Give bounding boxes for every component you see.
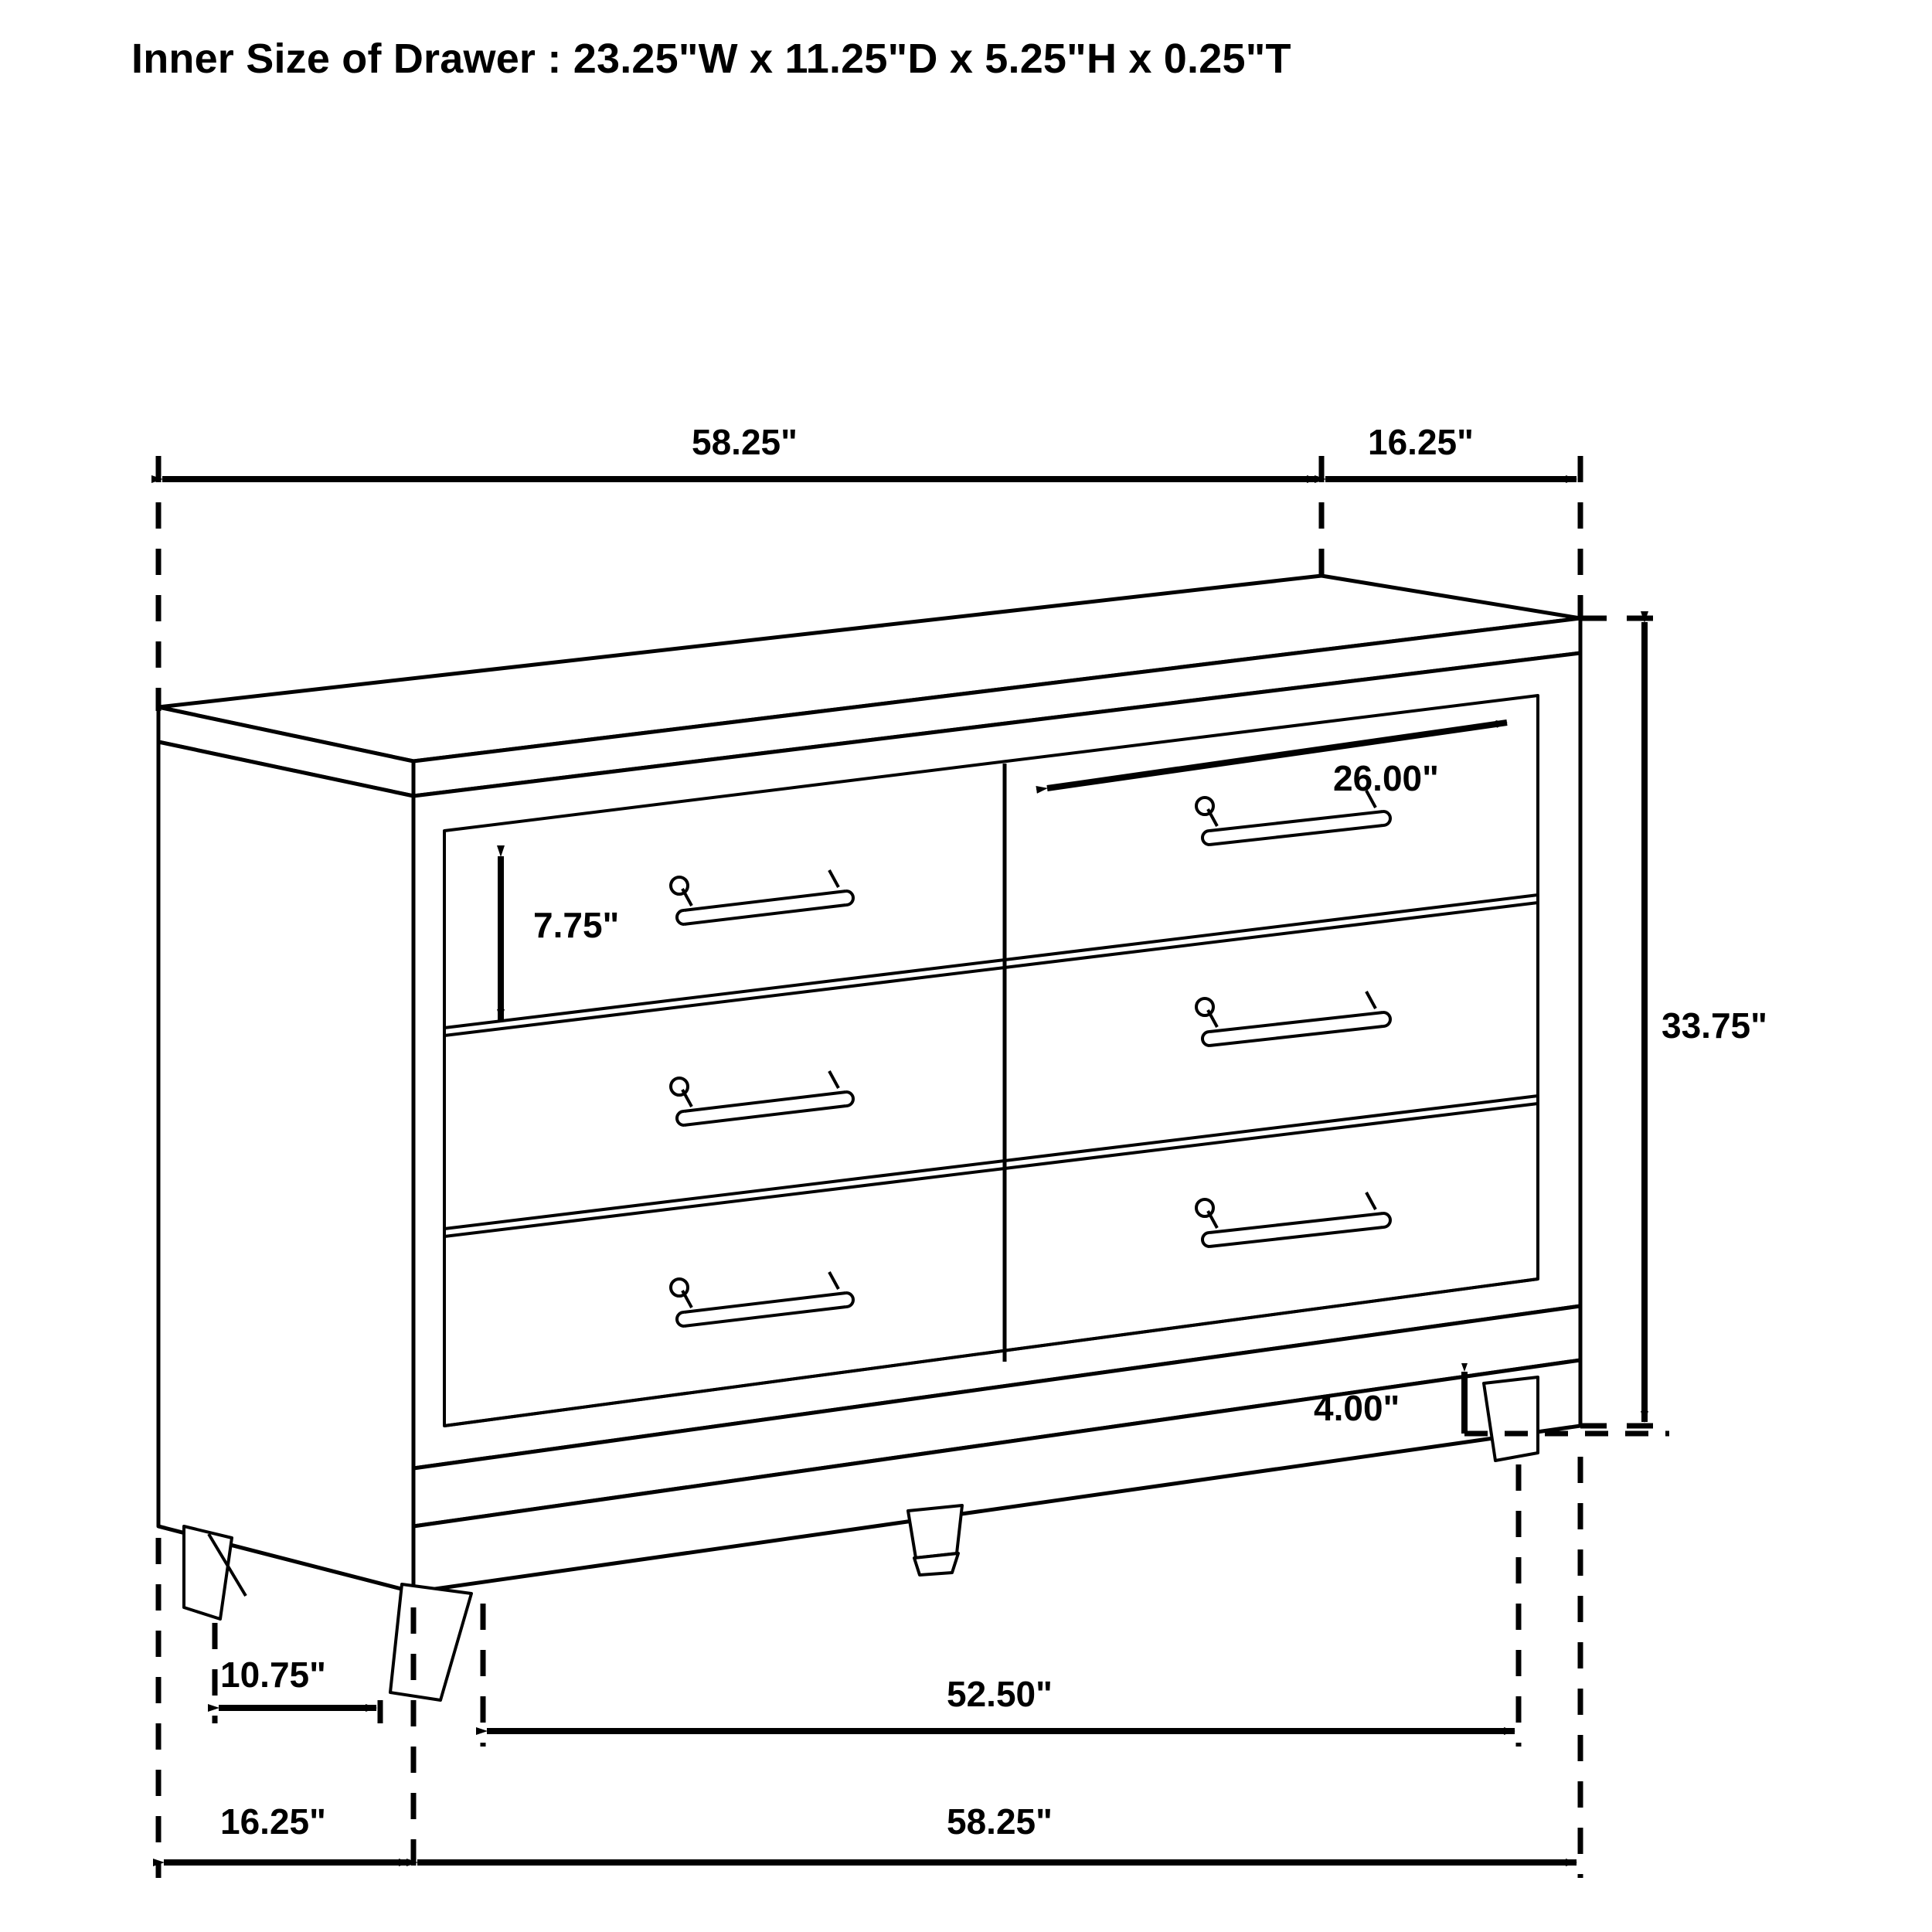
dim-bottom-depth: 16.25" <box>220 1801 326 1842</box>
dim-drawer-front-width: 26.00" <box>1333 758 1439 798</box>
dim-foot-depth: 10.75" <box>220 1655 326 1695</box>
dim-drawer-front-height: 7.75" <box>533 905 620 945</box>
dim-base-width: 52.50" <box>947 1674 1053 1714</box>
page-title: Inner Size of Drawer : 23.25"W x 11.25"D x 5.25"H x 0.25"T <box>131 36 1291 82</box>
dim-overall-height: 33.75" <box>1662 1005 1767 1046</box>
dim-leg-height: 4.00" <box>1314 1388 1400 1428</box>
dim-bottom-width: 58.25" <box>947 1801 1053 1842</box>
dim-top-depth: 16.25" <box>1368 422 1474 462</box>
dim-top-width: 58.25" <box>692 422 798 462</box>
